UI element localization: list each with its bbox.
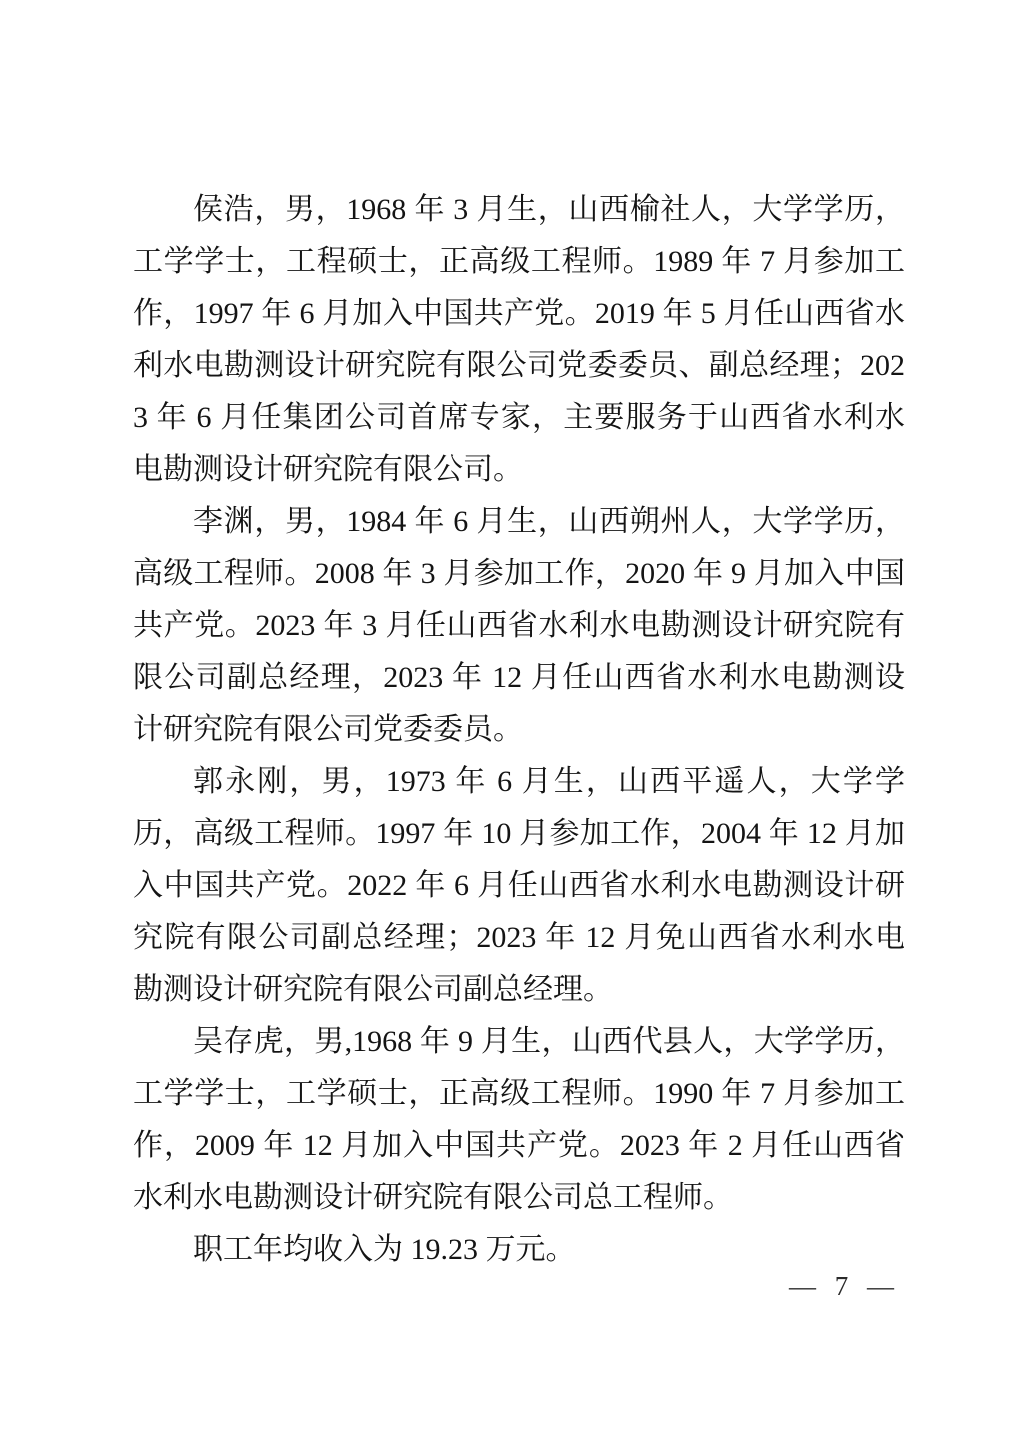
- document-body: [133, 184, 905, 1276]
- page-number: — 7 —: [789, 1271, 900, 1301]
- page-footer: [789, 1271, 900, 1301]
- paragraph-bio-liyuan: 李渊，男，1984 年 6 月生，山西朔州人，大学学历，高级工程师。2008 年 3 月参加工作，2020 年 9 月加入中国共产党。2023 年 3 月任山西省水利水电勘测设计研究院有限公司副总经理，2023 年 12 月任山西省水利水电勘测设计研究院有限公司党委委员。: [133, 505, 905, 746]
- paragraph-bio-guoyonggang: 郭永刚，男，1973 年 6 月生，山西平遥人，大学学历，高级工程师。1997 年 10 月参加工作，2004 年 12 月加入中国共产党。2022 年 6 月任山西省水利水电勘测设计研究院有限公司副总经理；2023 年 12 月免山西省水利水电勘测设计研究院有限公司副总经理。: [133, 765, 905, 1006]
- paragraph-average-income: 职工年均收入为 19.23 万元。: [193, 1233, 576, 1266]
- paragraph-bio-houhao: 侯浩，男，1968 年 3 月生，山西榆社人，大学学历，工学学士，工程硕士，正高级工程师。1989 年 7 月参加工作，1997 年 6 月加入中国共产党。2019 年 5 月任山西省水利水电勘测设计研究院有限公司党委委员、副总经理；2023 年 6 月任集团公司首席专家，主要服务于山西省水利水电勘测设计研究院有限公司。: [133, 193, 905, 486]
- paragraph-bio-wucunhu: 吴存虎，男,1968 年 9 月生，山西代县人，大学学历，工学学士，工学硕士，正高级工程师。1990 年 7 月参加工作，2009 年 12 月加入中国共产党。2023 年 2 月任山西省水利水电勘测设计研究院有限公司总工程师。: [133, 1025, 905, 1214]
